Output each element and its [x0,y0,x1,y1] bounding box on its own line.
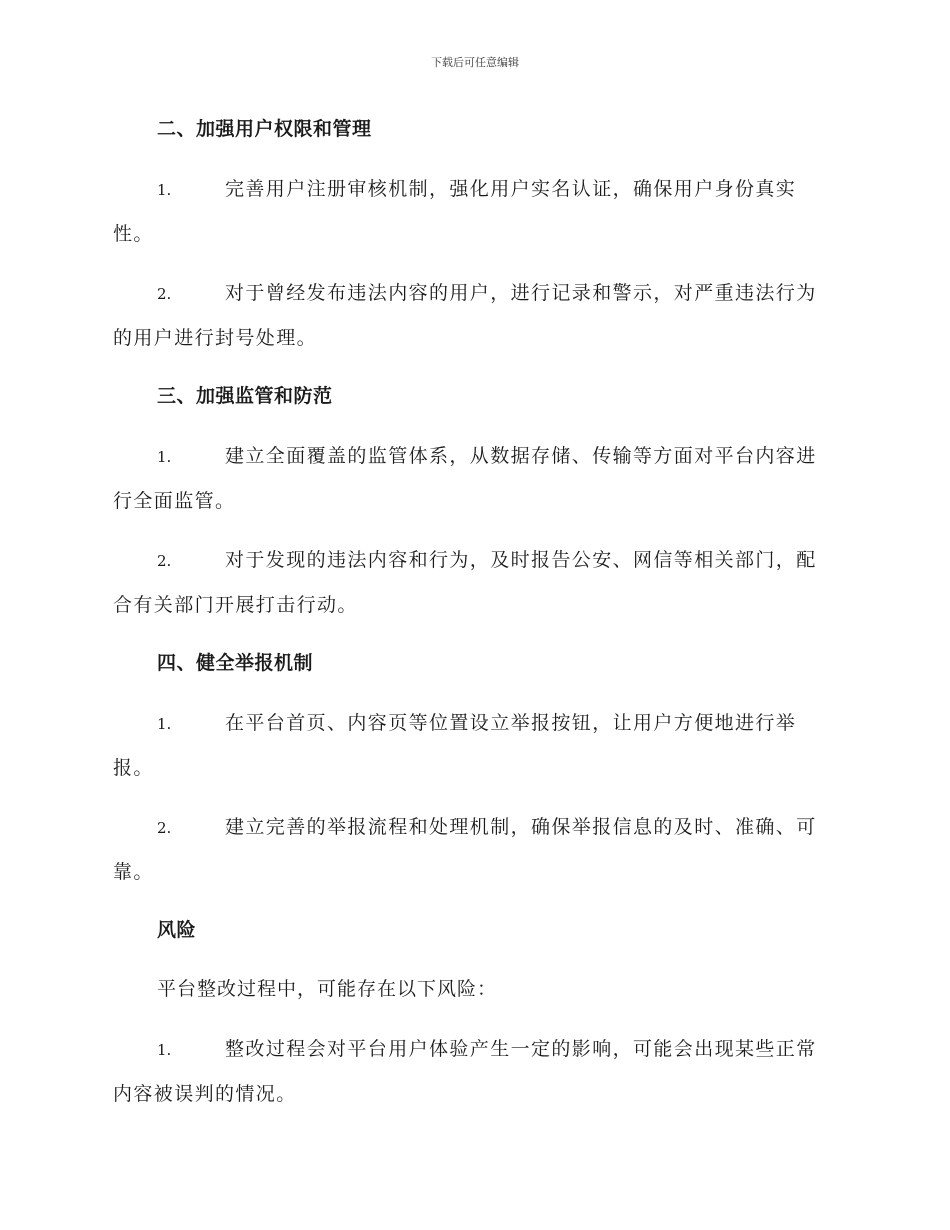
section-heading: 二、加强用户权限和管理 [157,118,372,140]
item-number: 1. [157,448,172,466]
section-heading: 风险 [157,919,197,941]
item-number: 1. [157,181,172,199]
list-item [113,805,835,894]
section-heading: 四、健全举报机制 [157,652,314,674]
item-number: 2. [157,819,172,837]
list-item [113,538,835,627]
item-number: 1. [157,715,172,733]
item-text: 建立全面覆盖的监管体系，从数据存储、传输等方面对平台内容进行全面监管。 [113,445,817,512]
header-note: 下载后可任意编辑 [431,56,519,69]
item-text: 完善用户注册审核机制，强化用户实名认证，确保用户身份真实性。 [113,178,797,245]
item-text: 对于发现的违法内容和行为，及时报告公安、网信等相关部门，配合有关部门开展打击行动。 [113,549,817,616]
item-text: 在平台首页、内容页等位置设立举报按钮，让用户方便地进行举报。 [113,712,797,779]
list-item [113,167,835,256]
intro-paragraph: 平台整改过程中，可能存在以下风险： [157,978,498,1000]
document-body [113,108,835,1131]
item-number: 1. [157,1041,172,1059]
item-text: 整改过程会对平台用户体验产生一定的影响，可能会出现某些正常内容被误判的情况。 [113,1038,817,1105]
item-number: 2. [157,285,172,303]
list-item [113,701,835,790]
section-heading: 三、加强监管和防范 [157,385,333,407]
item-text: 建立完善的举报流程和处理机制，确保举报信息的及时、准确、可靠。 [113,816,817,883]
list-item [113,1027,835,1116]
list-item [113,271,835,360]
list-item [113,434,835,523]
item-text: 对于曾经发布违法内容的用户，进行记录和警示，对严重违法行为的用户进行封号处理。 [113,282,817,349]
item-number: 2. [157,552,172,570]
